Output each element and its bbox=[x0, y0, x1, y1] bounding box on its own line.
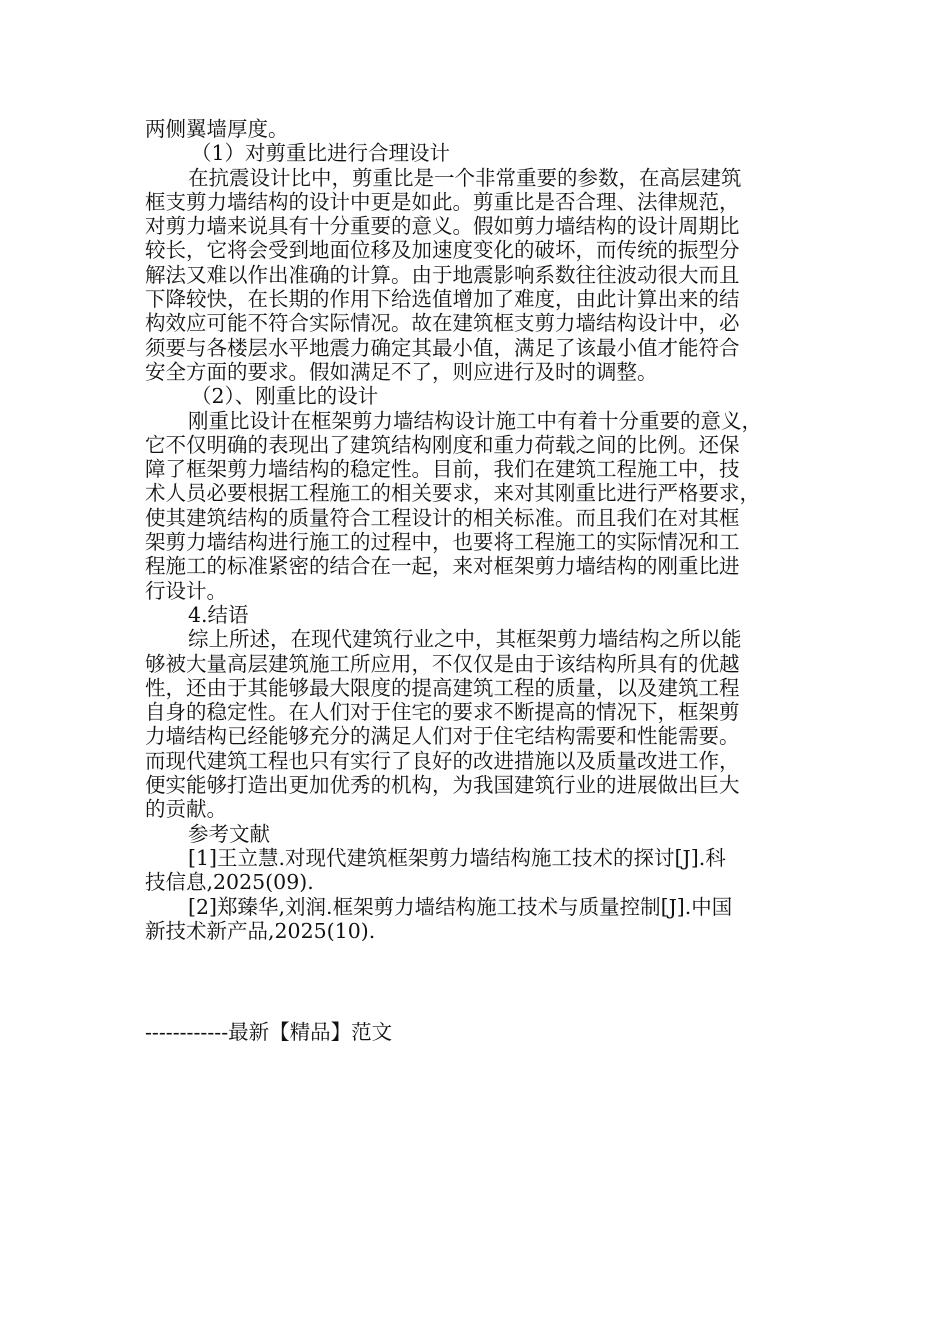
text-line: 便实能够打造出更加优秀的机构，为我国建筑行业的进展做出巨大 bbox=[145, 773, 740, 798]
text-line: 安全方面的要求。假如满足不了，则应进行及时的调整。 bbox=[145, 359, 658, 384]
text-line: 对剪力墙来说具有十分重要的意义。假如剪力墙结构的设计周期比 bbox=[145, 214, 740, 239]
text-line: 综上所述，在现代建筑行业之中，其框架剪力墙结构之所以能 bbox=[188, 627, 742, 652]
text-line: 自身的稳定性。在人们对于住宅的要求不断提高的情况下，框架剪 bbox=[145, 700, 740, 725]
text-line: [1]王立慧.对现代建筑框架剪力墙结构施工技术的探讨[J].科 bbox=[188, 845, 726, 870]
text-line: 较长，它将会受到地面位移及加速度变化的破坏，而传统的振型分 bbox=[145, 238, 740, 263]
text-line: 性，还由于其能够最大限度的提高建筑工程的质量，以及建筑工程 bbox=[145, 675, 740, 700]
text-line: 它不仅明确的表现出了建筑结构刚度和重力荷载之间的比例。还保 bbox=[145, 432, 740, 457]
text-line: 够被大量高层建筑施工所应用，不仅仅是由于该结构所具有的优越 bbox=[145, 651, 740, 676]
text-line: 而现代建筑工程也只有实行了良好的改进措施以及质量改进工作， bbox=[145, 748, 740, 773]
text-line: 解法又难以作出准确的计算。由于地震影响系数往往波动很大而且 bbox=[145, 262, 740, 287]
section-heading: （1）对剪重比进行合理设计 bbox=[191, 141, 451, 166]
text-line: 须要与各楼层水平地震力确定其最小值，满足了该最小值才能符合 bbox=[145, 335, 740, 360]
document-body bbox=[145, 117, 805, 943]
text-line: 框支剪力墙结构的设计中更是如此。剪重比是否合理、法律规范， bbox=[145, 189, 740, 214]
text-line: 行设计。 bbox=[145, 578, 227, 603]
text-line: 力墙结构已经能够充分的满足人们对于住宅结构需要和性能需要。 bbox=[145, 724, 740, 749]
footer-text: ------------最新【精品】范文 bbox=[145, 1020, 393, 1044]
text-line: 在抗震设计比中，剪重比是一个非常重要的参数，在高层建筑 bbox=[188, 165, 742, 190]
text-line: 刚重比设计在框架剪力墙结构设计施工中有着十分重要的意义， bbox=[188, 408, 762, 433]
text-line: 架剪力墙结构进行施工的过程中，也要将工程施工的实际情况和工 bbox=[145, 530, 740, 555]
text-line: 两侧翼墙厚度。 bbox=[145, 117, 289, 141]
text-line: 障了框架剪力墙结构的稳定性。目前，我们在建筑工程施工中，技 bbox=[145, 457, 740, 482]
text-line: 使其建筑结构的质量符合工程设计的相关标准。而且我们在对其框 bbox=[145, 505, 740, 530]
text-line: 的贡献。 bbox=[145, 797, 227, 822]
section-heading: （2）、刚重比的设计 bbox=[191, 384, 379, 409]
text-line: [2]郑臻华,刘润.框架剪力墙结构施工技术与质量控制[J].中国 bbox=[188, 894, 733, 919]
text-line: 程施工的标准紧密的结合在一起，来对框架剪力墙结构的刚重比进 bbox=[145, 554, 740, 579]
text-line: 下降较快，在长期的作用下给选值增加了难度，由此计算出来的结 bbox=[145, 287, 740, 312]
text-line: 参考文献 bbox=[188, 821, 270, 846]
text-line: 构效应可能不符合实际情况。故在建筑框支剪力墙结构设计中，必 bbox=[145, 311, 740, 336]
text-line: 术人员必要根据工程施工的相关要求，来对其刚重比进行严格要求， bbox=[145, 481, 760, 506]
text-line: 技信息,2025(09). bbox=[145, 870, 314, 895]
text-line: 4.结语 bbox=[188, 602, 249, 627]
text-line: 新技术新产品,2025(10). bbox=[145, 918, 376, 943]
